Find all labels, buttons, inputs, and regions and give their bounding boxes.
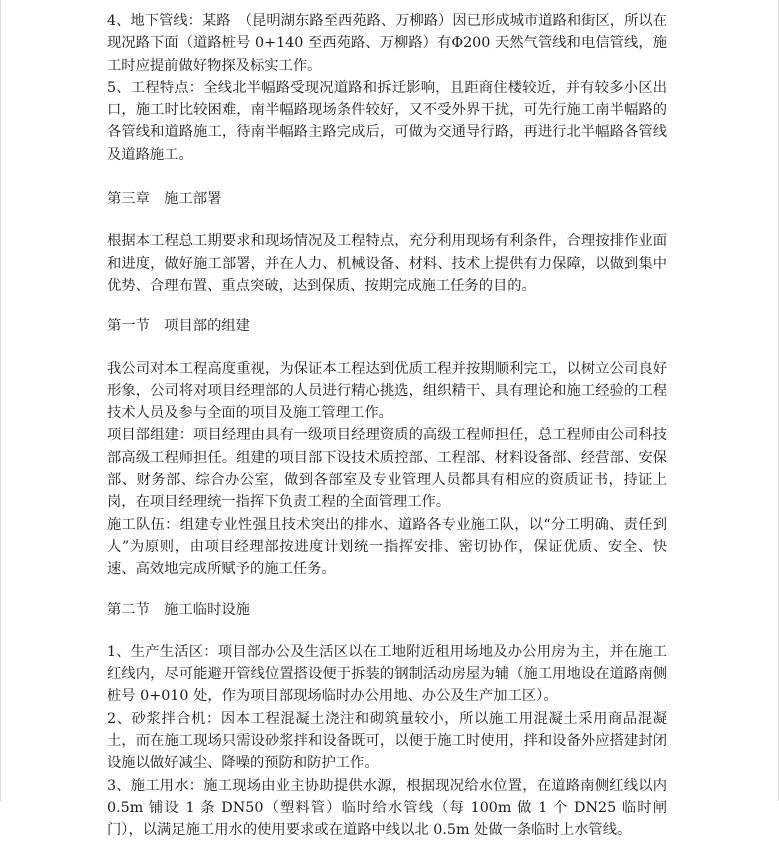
page-left-border — [0, 0, 1, 801]
paragraph-company-commitment: 我公司对本工程高度重视，为保证本工程达到优质工程并按期顺利完工，以树立公司良好形象，公司将对项目经理部的人员进行精心挑选，组织精干、具有理论和施工经验的工程技术人员及参与全面的项目及施工管理工作。 — [107, 360, 667, 422]
spacer — [107, 166, 667, 188]
section-heading-project-department: 第一节 项目部的组建 — [107, 318, 250, 335]
spacer — [107, 338, 667, 358]
paragraph-living-area: 1、生产生活区：项目部办公及生活区以在工地附近租用场地及办公用房为主，并在施工红线内，尽可能避开管线位置搭设便于拆装的钢制活动房屋为辅（施工用地设在道路南侧桩号 0+010 处，作为项目部现场临时办公用地、办公及生产加工区）。 — [107, 643, 667, 705]
paragraph-department-formation: 项目部组建：项目经理由具有一级项目经理资质的高级工程师担任，总工程师由公司科技部高级工程师担任。组建的项目部下设技术质控部、工程部、材料设备部、经营部、安保部、财务部、综合办公室，做到各部室及专业管理人员都具有相应的资质证书，持证上岗，在项目经理统一指挥下负责工程的全面管理工作。 — [107, 427, 667, 511]
document-body — [107, 10, 667, 842]
section-heading-temporary-facilities: 第二节 施工临时设施 — [107, 601, 250, 618]
spacer — [107, 581, 667, 599]
paragraph-mortar-mixer: 2、砂浆拌合机：因本工程混凝土浇注和砌筑量较小，所以施工用混凝土采用商品混凝土，而在施工现场只需设砂浆拌和设备既可，以便于施工时使用，拌和设备外应搭建封闭设施以做好减尘、降噪的预防和防护工作。 — [107, 710, 667, 772]
paragraph-construction-water: 3、施工用水：施工现场由业主协助提供水源，根据现况给水位置，在道路南侧红线以内 0.5m 铺设 1 条 DN50（塑料管）临时给水管线（每 100m 做 1 个 DN25 临时闸门），以满足施工用水的使用要求或在道路中线以北 0.5m 处做一条临时上水管线。 — [107, 777, 667, 839]
paragraph-construction-teams: 施工队伍：组建专业性强且技术突出的排水、道路各专业施工队，以“分工明确、责任到人”为原则，由项目经理部按进度计划统一指挥安排、密切协作，保证优质、安全、快速、高效地完成所赋予的施工任务。 — [107, 516, 667, 578]
spacer — [107, 210, 667, 230]
spacer — [107, 621, 667, 641]
paragraph-underground-pipelines: 4、地下管线：某路 （昆明湖东路至西苑路、万柳路）因已形成城市道路和街区，所以在现况路下面（道路桩号 0+140 至西苑路、万柳路）有Φ200 天然气管线和电信管线，施工时应提前做好物探及标实工作。 — [107, 13, 667, 74]
chapter-heading: 第三章 施工部署 — [107, 191, 222, 208]
spacer — [107, 297, 667, 315]
paragraph-deployment-intro: 根据本工程总工期要求和现场情况及工程特点，充分利用现场有利条件，合理按排作业面和进度，做好施工部署，并在人力、机械设备、材料、技术上提供有力保障，以做到集中优势、合理布置、重点突破，达到保质、按期完成施工任务的目的。 — [107, 233, 667, 294]
paragraph-project-features: 5、工程特点：全线北半幅路受现况道路和拆迁影响，且距商住楼较近，并有较多小区出口，施工时比较困难，南半幅路现场条件较好，又不受外界干扰，可先行施工南半幅路的各管线和道路施工，待南半幅路主路完成后，可做为交通导行路，再进行北半幅路各管线及道路施工。 — [107, 79, 667, 163]
